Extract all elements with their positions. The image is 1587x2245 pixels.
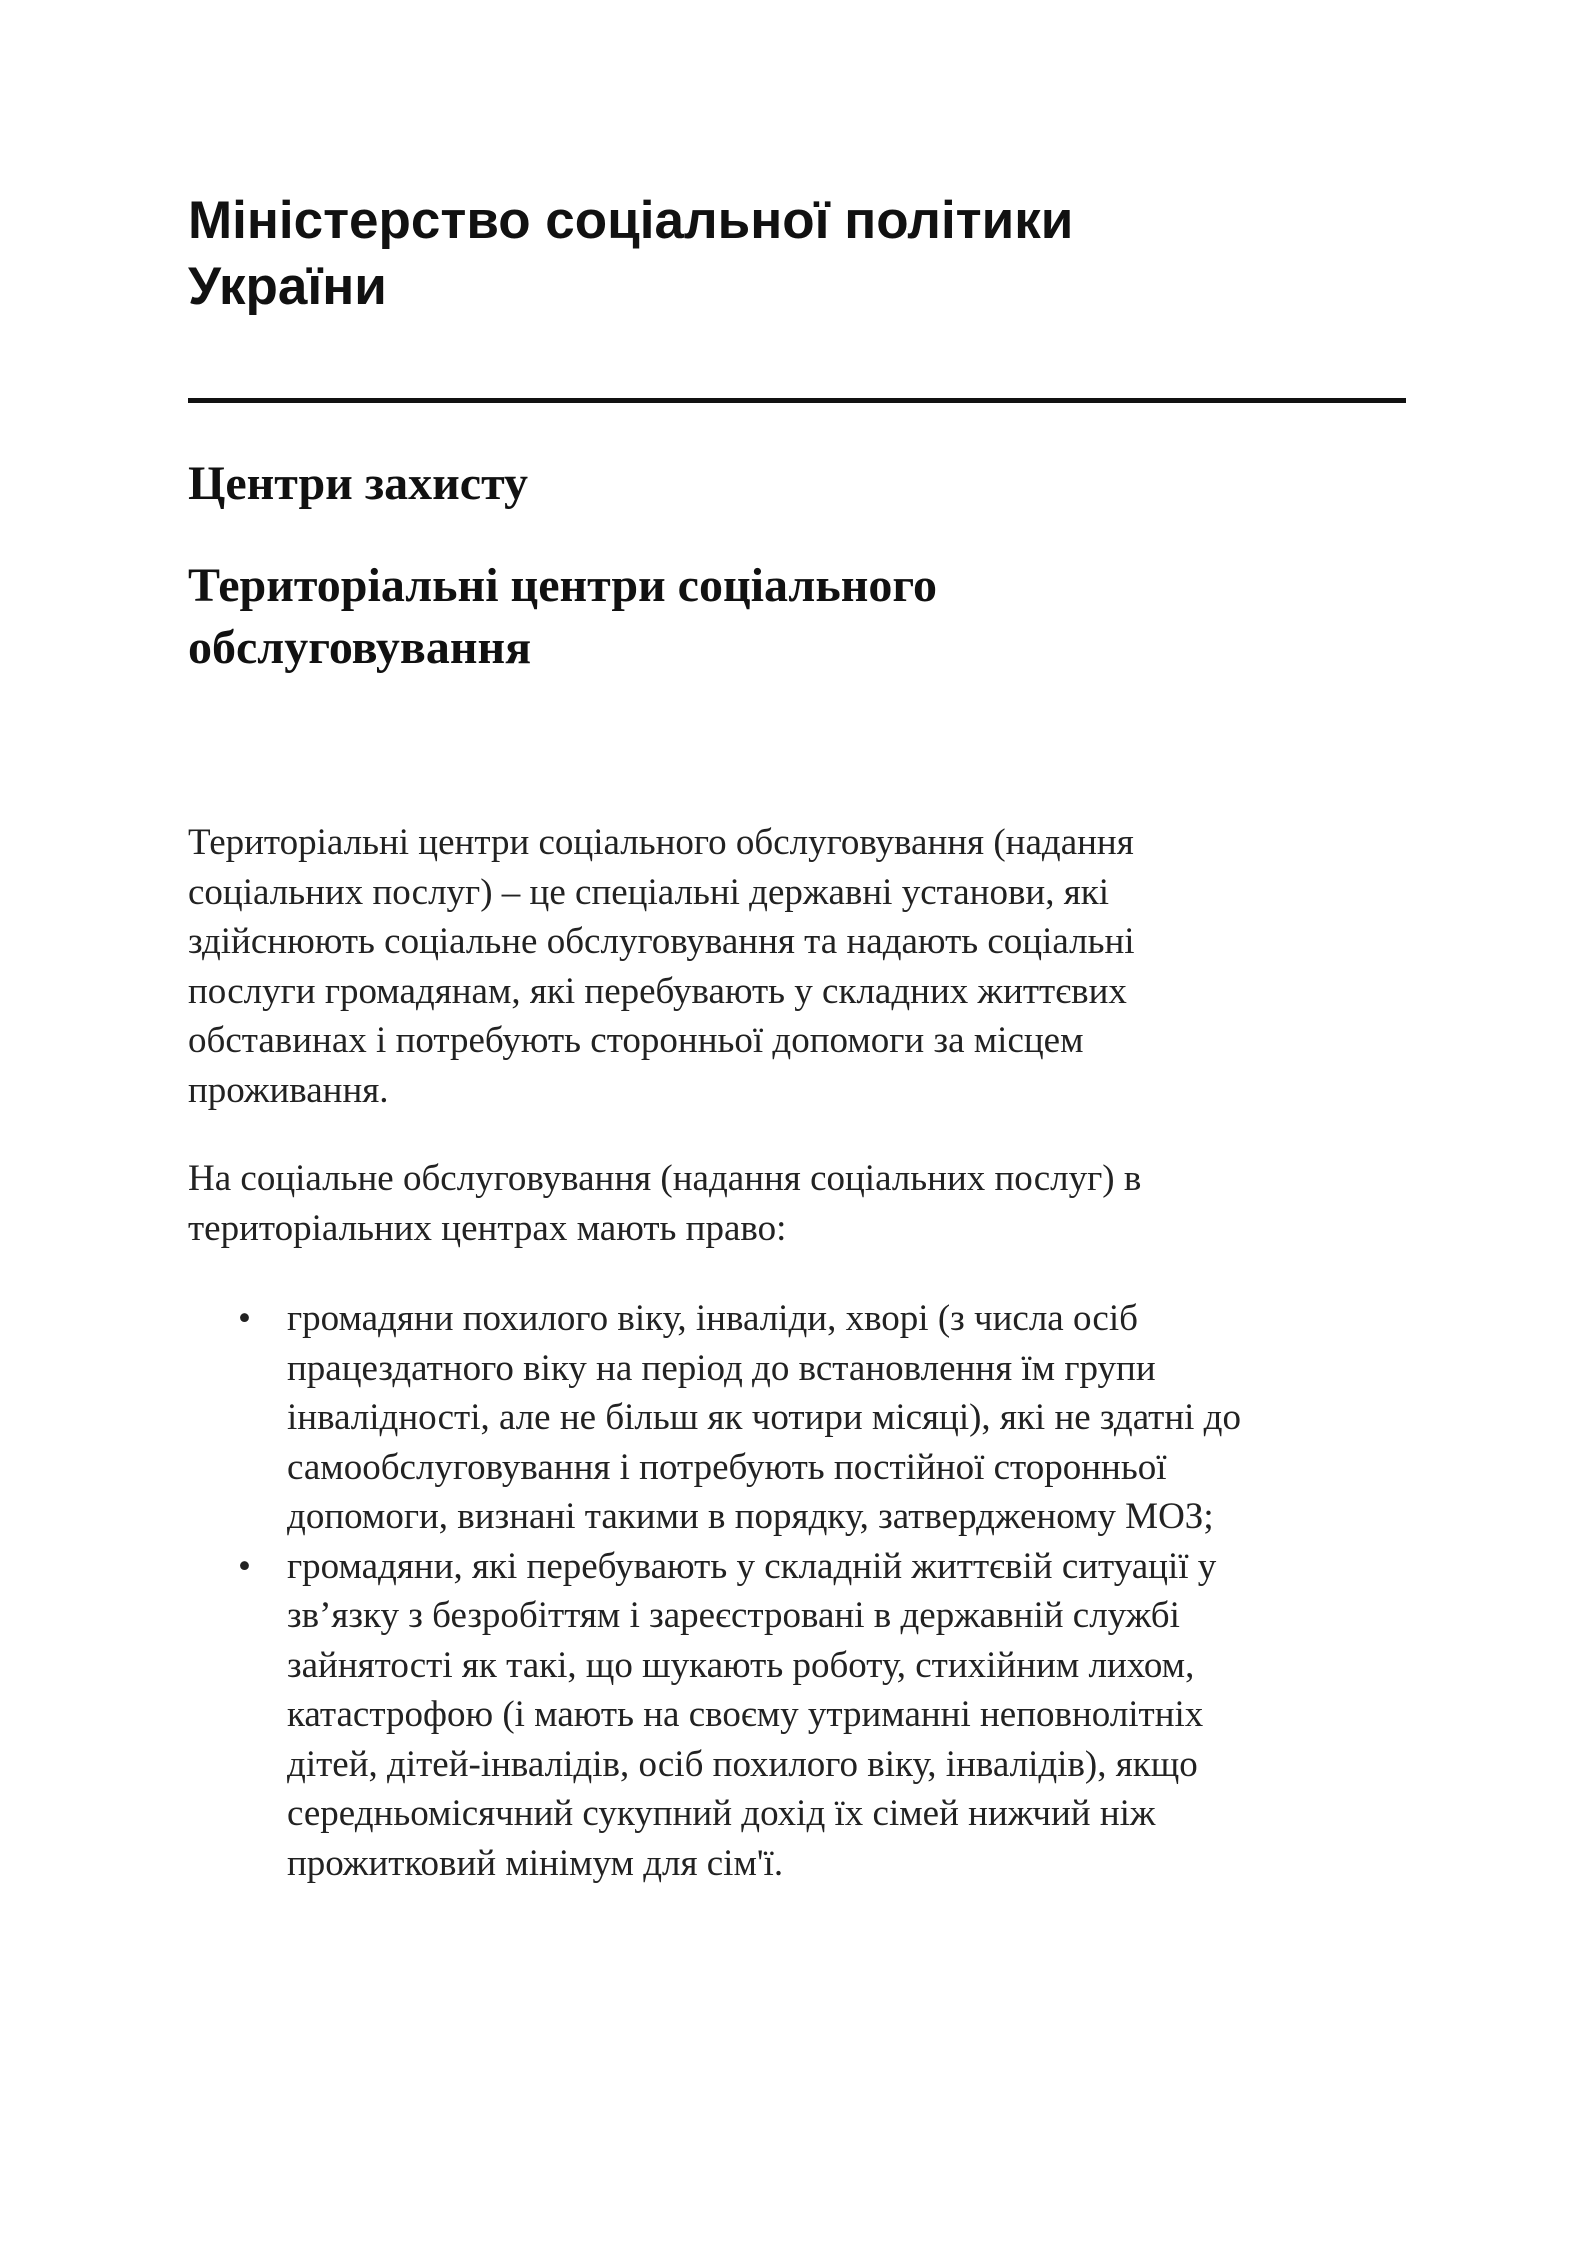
section-title: Центри захисту [188, 457, 529, 510]
list-item-line: громадяни, які перебувають у складній життєвій ситуації у [287, 1545, 1217, 1587]
list-item-line: працездатного віку на період до встановлення їм групи [287, 1347, 1156, 1389]
eligibility-list [188, 1294, 1428, 1888]
list-item-line: дітей, дітей-інвалідів, осіб похилого віку, інвалідів), якщо [287, 1743, 1198, 1785]
bullet-icon: • [238, 1298, 251, 1339]
list-item-line: середньомісячний сукупний дохід їх сімей нижчий ніж [287, 1793, 1156, 1834]
list-item-line: громадяни похилого віку, інваліди, хворі (з числа осіб [287, 1298, 1138, 1339]
paragraph-line: проживання. [188, 1069, 389, 1111]
subsection-title [188, 555, 1288, 679]
paragraph-line: обставинах і потребують сторонньої допомоги за місцем [188, 1020, 1084, 1061]
paragraph-line: територіальних центрах мають право: [188, 1207, 787, 1249]
paragraph-line: соціальних послуг) – це спеціальні державні установи, які [188, 871, 1110, 913]
list-item-line: допомоги, визнані такими в порядку, затвердженому МОЗ; [287, 1496, 1214, 1537]
ministry-title-line: Міністерство соціальної політики [188, 191, 1074, 250]
list-item-line: інвалідності, але не більш як чотири місяці), які не здатні до [287, 1397, 1241, 1438]
paragraph-line: На соціальне обслуговування (надання соціальних послуг) в [188, 1158, 1142, 1199]
list-item-line: самообслуговування і потребують постійної сторонньої [287, 1446, 1167, 1488]
eligibility-paragraph [188, 1154, 1408, 1253]
list-item-line: прожитковий мінімум для сім'ї. [287, 1842, 784, 1884]
list-item [188, 1542, 1428, 1889]
header-divider [188, 398, 1406, 403]
list-item-line: зайнятості як такі, що шукають роботу, стихійним лихом, [287, 1644, 1195, 1686]
subsection-title-line: Територіальні центри соціального [188, 559, 937, 612]
paragraph-line: здійснюють соціальне обслуговування та надають соціальні [188, 921, 1135, 962]
list-item-line: зв’язку з безробіттям і зареєстровані в державній службі [287, 1595, 1180, 1636]
subsection-title-line: обслуговування [188, 621, 532, 674]
paragraph-line: Територіальні центри соціального обслуговування (надання [188, 822, 1134, 863]
intro-paragraph [188, 818, 1408, 1115]
list-item [188, 1294, 1428, 1542]
ministry-title-line: України [188, 257, 387, 316]
paragraph-line: послуги громадянам, які перебувають у складних життєвих [188, 970, 1127, 1012]
bullet-icon: • [238, 1545, 251, 1587]
ministry-title [188, 188, 1428, 320]
list-item-line: катастрофою (і мають на своєму утриманні неповнолітніх [287, 1694, 1204, 1735]
